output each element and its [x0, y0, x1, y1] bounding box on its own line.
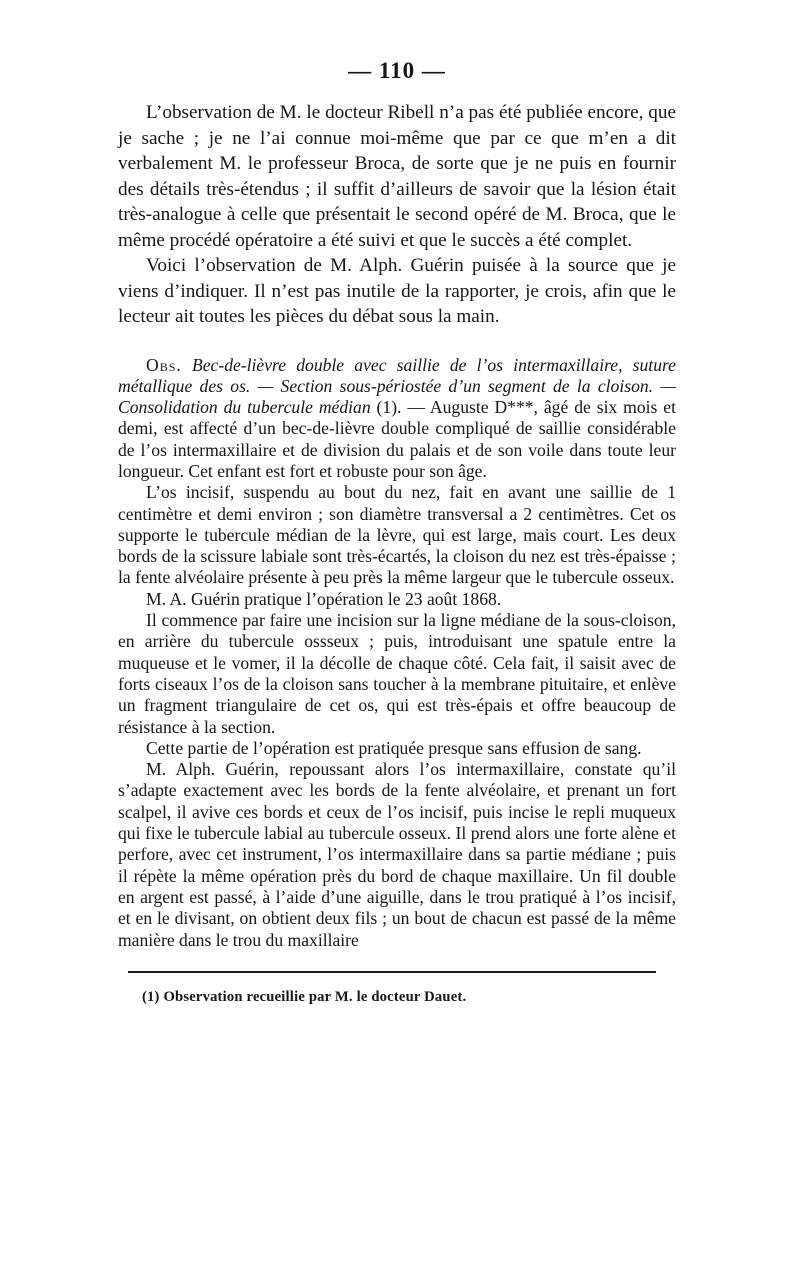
observation-label: Obs. [146, 354, 182, 375]
observation-paragraph: Il commence par faire une incision sur la ligne médiane de la sous-cloison, en arrière du tubercule ossseux ; puis, introduisant une spatule entre la muqueuse et le vomer, il la décolle de chaque côté. Cela fait, il saisit avec de forts ciseaux l’os de la cloison sans toucher à la membrane pituitaire, et enlève un fragment triangulaire de cet os, qui est très-épais et offre beaucoup de résistance à la section. [118, 610, 676, 737]
observation-block [118, 355, 676, 951]
intro-paragraph: L’observation de M. le docteur Ribell n’a pas été publiée encore, que je sache ; je ne l’ai connue moi-même que par ce que m’en a dit verbalement M. le professeur Broca, de sorte que je ne puis en fournir des détails très-étendus ; il suffit d’ailleurs de savoir que la lésion était très-analogue à celle que présentait le second opéré de M. Broca, que le même procédé opératoire a été suivi et que le succès a été complet. [118, 102, 676, 251]
intro-paragraph: Voici l’observation de M. Alph. Guérin puisée à la source que je viens d’indiquer. Il n’est pas inutile de la rapporter, je crois, afin que le lecteur ait toutes les pièces du débat sous la main. [118, 255, 676, 327]
page-number: — 110 — [348, 58, 446, 83]
footnote: (1) Observation recueillie par M. le docteur Dauet. [142, 988, 467, 1005]
observation-paragraph: L’os incisif, suspendu au bout du nez, fait en avant une saillie de 1 centimètre et demi environ ; son diamètre transversal a 2 centimètres. Cet os supporte le tubercule médian de la lèvre, qui est large, mais court. Les deux bords de la scissure labiale sont très-écartés, la cloison du nez est très-épaisse ; la fente alvéolaire présente à peu près la même largeur que le tubercule osseux. [118, 482, 676, 588]
footnote-divider [128, 971, 656, 973]
observation-paragraph: M. Alph. Guérin, repoussant alors l’os intermaxillaire, constate qu’il s’adapte exactement avec les bords de la fente alvéolaire, et prenant un fort scalpel, il avive ces bords et ceux de l’os incisif, puis incise le repli muqueux qui fixe le tubercule labial au tubercule osseux. Il prend alors une forte alène et perfore, avec cet instrument, l’os intermaxillaire dans sa partie médiane ; puis il répète la même opération près du bord de chaque maxillaire. Un fil double en argent est passé, à l’aide d’une aiguille, dans le trou pratiqué à l’os incisif, et en le divisant, on obtient deux fils ; un bout de chacun est passé de la même manière dans le trou du maxillaire [118, 759, 676, 950]
observation-paragraph: M. A. Guérin pratique l’opération le 23 août 1868. [146, 588, 502, 609]
observation-lead-paragraph [118, 355, 676, 483]
book-page [118, 56, 676, 1006]
intro-text [118, 100, 676, 330]
observation-title: Bec-de-lièvre double avec saillie de l’os intermaxillaire, suture métallique des os. — Section sous-périostée d’un segment de la cloison. — Consolidation du tubercule médian [118, 354, 676, 418]
observation-first-text: Auguste D***, âgé de six mois et demi, est affecté d’un bec-de-lièvre double compliqué de saillie considérable de l’os intermaxillaire et de division du palais et de son voile dans toute leur longueur. Cet enfant est fort et robuste pour son âge. [118, 397, 676, 481]
footnote-reference: (1). — [370, 397, 425, 418]
observation-paragraph: Cette partie de l’opération est pratiquée presque sans effusion de sang. [146, 737, 642, 758]
